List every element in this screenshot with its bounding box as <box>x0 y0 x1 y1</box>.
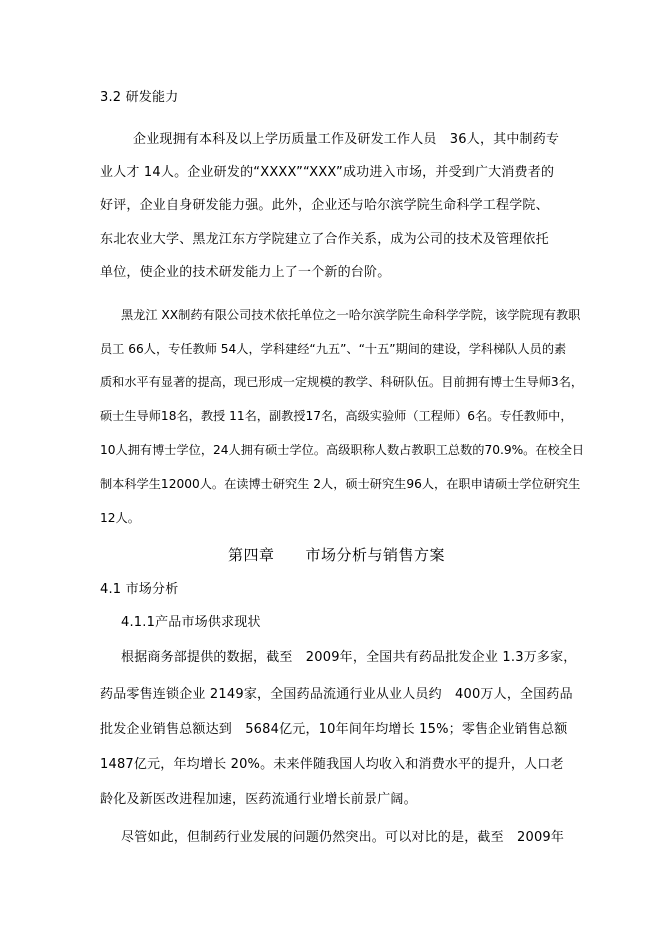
paragraph-3-2-2-line-7: 12人。 <box>100 511 140 525</box>
paragraph-3-2-1-line-5: 单位，使企业的技术研发能力上了一个新的台阶。 <box>100 265 391 280</box>
paragraph-4-1-1-line-3: 批发企业销售总额达到 5684亿元，10年间年均增长 15%；零售企业销售总额 <box>100 722 568 737</box>
section-heading-4-1: 4.1 市场分析 <box>100 582 179 597</box>
chapter-title: 第四章 市场分析与销售方案 <box>228 546 446 564</box>
paragraph-3-2-2-line-6: 制本科学生12000人。在读博士研究生 2人，硕士研究生96人，在职申请硕士学位研究生 <box>100 477 581 491</box>
paragraph-3-2-1-line-3: 好评，企业自身研发能力强。此外，企业还与哈尔滨学院生命科学工程学院、 <box>100 198 549 213</box>
paragraph-4-1-1-line-5: 龄化及新医改进程加速，医药流通行业增长前景广阔。 <box>100 792 417 807</box>
paragraph-4-1-1-line-2: 药品零售连锁企业 2149家，全国药品流通行业从业人员约 400万人，全国药品 <box>100 687 573 702</box>
paragraph-3-2-2-line-5: 10人拥有博士学位，24人拥有硕士学位。高级职称人数占教职工总数的70.9%。在校全日 <box>100 443 585 457</box>
section-heading-3-2: 3.2 研发能力 <box>100 90 179 105</box>
paragraph-4-1-1-line-1: 根据商务部提供的数据，截至 2009年，全国共有药品批发企业 1.3万多家， <box>121 650 577 665</box>
paragraph-3-2-2-line-2: 员工 66人，专任教师 54人，学科建经“九五”、“十五”期间的建设，学科梯队人员的素 <box>100 342 567 356</box>
paragraph-3-2-1-line-4: 东北农业大学、黑龙江东方学院建立了合作关系，成为公司的技术及管理依托 <box>100 232 549 247</box>
paragraph-3-2-2-line-4: 硕士生导师18名，教授 11名，副教授17名，高级实验师（工程师）6名。专任教师中， <box>100 409 573 423</box>
paragraph-3-2-1-line-2: 业人才 14人。企业研发的“XXXX”“XXX”成功进入市场，并受到广大消费者的 <box>100 165 555 180</box>
paragraph-4-1-1-2-line-1: 尽管如此，但制药行业发展的问题仍然突出。可以对比的是，截至 2009年 <box>121 830 565 845</box>
paragraph-3-2-2-line-1: 黑龙江 XX制药有限公司技术依托单位之一哈尔滨学院生命科学学院，该学院现有教职 <box>121 308 581 322</box>
paragraph-3-2-1-line-1: 企业现拥有本科及以上学历质量工作及研发工作人员 36人，其中制药专 <box>133 132 560 147</box>
paragraph-4-1-1-line-4: 1487亿元，年均增长 20%。未来伴随我国人均收入和消费水平的提升，人口老 <box>100 757 564 772</box>
subsection-heading-4-1-1: 4.1.1产品市场供求现状 <box>121 615 261 630</box>
paragraph-3-2-2-line-3: 质和水平有显著的提高，现已形成一定规模的教学、科研队伍。目前拥有博士生导师3名， <box>100 375 584 389</box>
